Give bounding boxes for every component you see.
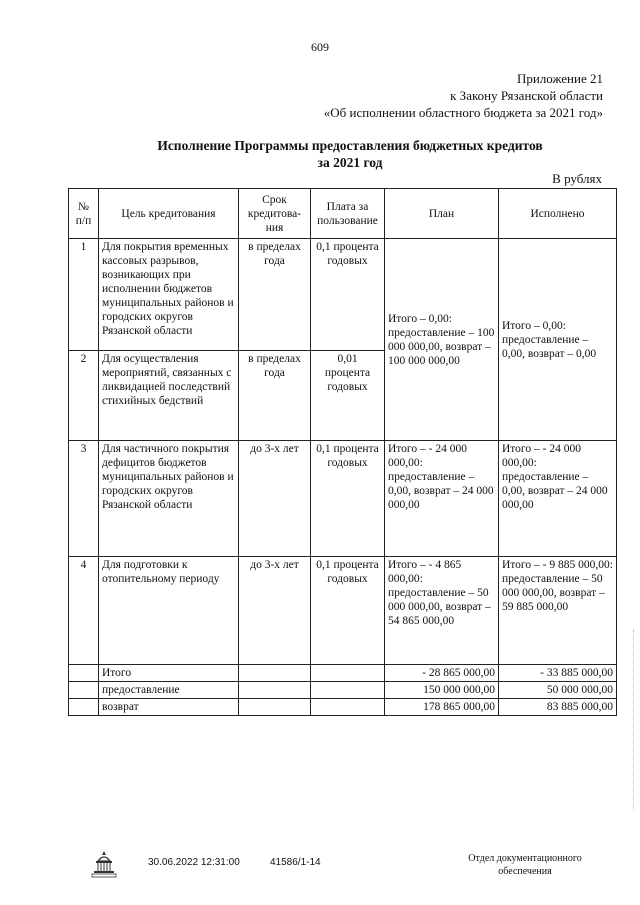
credit-program-table — [68, 188, 617, 716]
table-row — [69, 239, 617, 351]
row-term: до 3-х лет — [239, 441, 311, 557]
header-purpose: Цель кредитования — [99, 189, 239, 239]
appendix-line1: Приложение 21 — [516, 71, 603, 86]
provision-plan: 150 000 000,00 — [385, 682, 499, 699]
appendix-line2: к Закону Рязанской области — [450, 88, 603, 103]
row-term: до 3-х лет — [239, 557, 311, 665]
row-num: 3 — [69, 441, 99, 557]
footer-doc-number: 41586/1-14 — [270, 857, 321, 868]
row-purpose: Для частичного покрытия дефицитов бюджетов муниципальных районов и городских округов Рязанской области — [99, 441, 239, 557]
units-label: В рублях — [552, 171, 602, 186]
total-executed: - 33 885 000,00 — [499, 665, 617, 682]
row-purpose: Для подготовки к отопительному периоду — [99, 557, 239, 665]
row-plan-merged: Итого – 0,00: предоставление – 100 000 000,00, возврат – 100 000 000,00 — [385, 239, 499, 441]
title-line2: за 2021 год — [317, 155, 383, 170]
provision-executed: 50 000 000,00 — [499, 682, 617, 699]
table-row — [69, 557, 617, 665]
row-purpose: Для осуществления мероприятий, связанных с ликвидацией последствий стихийных бедствий — [99, 351, 239, 441]
header-executed: Исполнено — [499, 189, 617, 239]
row-fee: 0,1 процента годовых — [311, 239, 385, 351]
appendix-block — [324, 70, 603, 121]
scan-edge-mark — [632, 630, 634, 810]
table-row — [69, 441, 617, 557]
totals-row — [69, 665, 617, 682]
return-executed: 83 885 000,00 — [499, 699, 617, 716]
document-title — [70, 137, 630, 171]
row-executed-merged: Итого – 0,00: предоставление – 0,00, возврат – 0,00 — [499, 239, 617, 441]
return-plan: 178 865 000,00 — [385, 699, 499, 716]
row-term: в пределах года — [239, 239, 311, 351]
row-purpose: Для покрытия временных кассовых разрывов, возникающих при исполнении бюджетов муниципальных районов и городских округов Рязанской области — [99, 239, 239, 351]
row-fee: 0,1 процента годовых — [311, 441, 385, 557]
header-term: Срок кредитова-ния — [239, 189, 311, 239]
row-num: 1 — [69, 239, 99, 351]
header-plan: План — [385, 189, 499, 239]
footer-date: 30.06.2022 12:31:00 — [148, 857, 240, 868]
row-num: 4 — [69, 557, 99, 665]
totals-row — [69, 699, 617, 716]
row-fee: 0,1 процента годовых — [311, 557, 385, 665]
appendix-line3: «Об исполнении областного бюджета за 2021 год» — [323, 105, 603, 120]
table-header-row — [69, 189, 617, 239]
total-label: Итого — [99, 665, 239, 682]
header-num: № п/п — [69, 189, 99, 239]
row-executed: Итого – - 24 000 000,00: предоставление – 0,00, возврат – 24 000 000,00 — [499, 441, 617, 557]
total-plan: - 28 865 000,00 — [385, 665, 499, 682]
header-fee: Плата за пользование — [311, 189, 385, 239]
row-fee: 0,01 процента годовых — [311, 351, 385, 441]
row-num: 2 — [69, 351, 99, 441]
row-term: в пределах года — [239, 351, 311, 441]
footer-department: Отдел документационного обеспечения — [468, 853, 582, 877]
page-number: 609 — [311, 40, 329, 54]
row-plan: Итого – - 4 865 000,00: предоставление – 50 000 000,00, возврат – 54 865 000,00 — [385, 557, 499, 665]
row-executed: Итого – - 9 885 000,00: предоставление – 50 000 000,00, возврат – 59 885 000,00 — [499, 557, 617, 665]
return-label: возврат — [99, 699, 239, 716]
duma-building-icon — [90, 849, 118, 879]
provision-label: предоставление — [99, 682, 239, 699]
row-plan: Итого – - 24 000 000,00: предоставление – 0,00, возврат – 24 000 000,00 — [385, 441, 499, 557]
title-line1: Исполнение Программы предоставления бюджетных кредитов — [157, 138, 543, 153]
totals-row — [69, 682, 617, 699]
